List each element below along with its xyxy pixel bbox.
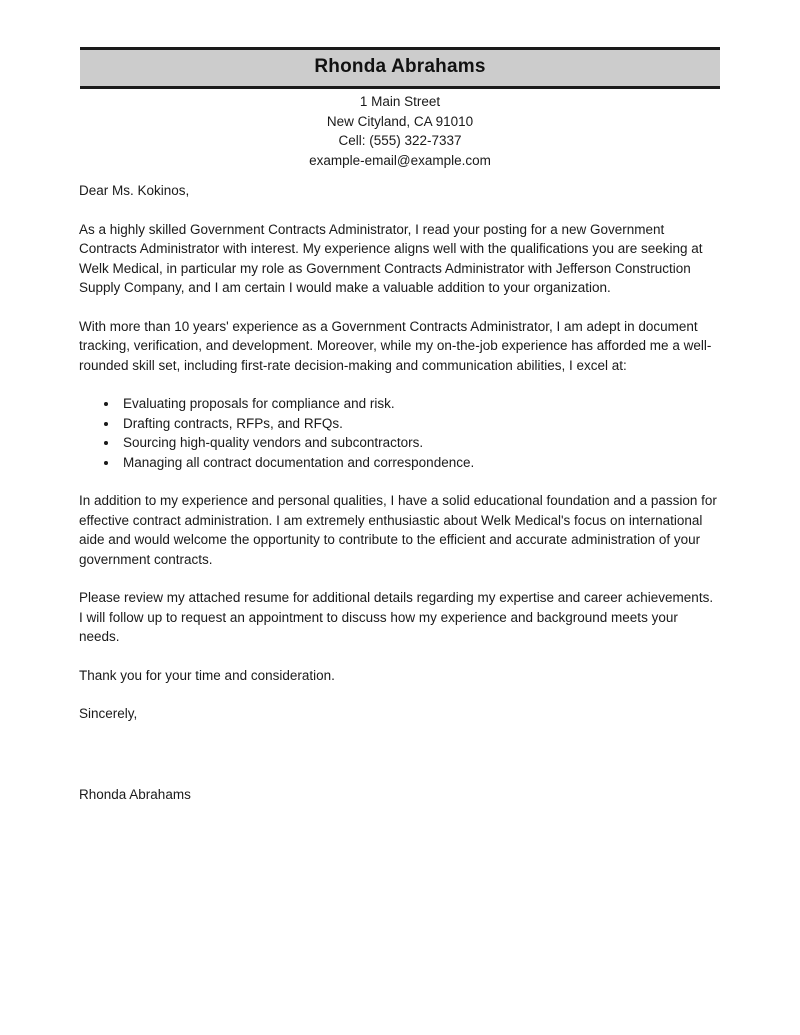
list-item: [79, 394, 720, 414]
bullet-icon: [104, 441, 108, 445]
list-item-label: Evaluating proposals for compliance and risk.: [123, 396, 395, 411]
body-paragraph-4: Please review my attached resume for additional details regarding my expertise and career achievements. I will follow up to request an appointment to discuss how my experience and background meets your needs.: [79, 590, 714, 644]
list-item: [79, 414, 720, 434]
contact-city-state-zip: New Cityland, CA 91010: [326, 113, 474, 129]
list-item-label: Drafting contracts, RFPs, and RFQs.: [123, 415, 343, 431]
salutation: Dear Ms. Kokinos,: [79, 183, 190, 198]
list-item-label: Sourcing high-quality vendors and subcontractors.: [123, 435, 424, 450]
signature-name: Rhonda Abrahams: [79, 786, 191, 802]
signature-space: [79, 743, 720, 785]
header-name-band: [80, 47, 720, 89]
contact-phone: Cell: (555) 322-7337: [338, 133, 462, 149]
letter-body: [79, 181, 720, 804]
skills-list: [79, 394, 720, 472]
thank-you-paragraph: Thank you for your time and consideration.: [79, 667, 335, 683]
page-title: Rhonda Abrahams: [314, 56, 486, 77]
body-paragraph-1: As a highly skilled Government Contracts Administrator, I read your posting for a new Government Contracts Administrator with interest. My experience aligns well with the qualifications you are seeking at Welk Medical, in particular my role as Government Contracts Administrator with Jefferson Construction Supply Company, and I am certain I would make a valuable addition to your organization.: [79, 221, 703, 295]
closing-salutation: Sincerely,: [79, 706, 138, 721]
list-item: [79, 433, 720, 453]
contact-email: example-email@example.com: [309, 152, 491, 168]
list-item: [79, 453, 720, 473]
contact-block: [80, 92, 720, 170]
body-paragraph-3: In addition to my experience and personal qualities, I have a solid educational foundation and a passion for effective contract administration. I am extremely enthusiastic about Welk Medical's focus on international aide and would welcome the opportunity to contribute to the efficient and accurate administration of your government contracts.: [79, 493, 717, 567]
bullet-icon: [104, 422, 108, 426]
bullet-icon: [104, 461, 108, 465]
list-item-label: Managing all contract documentation and correspondence.: [123, 454, 475, 470]
contact-street: 1 Main Street: [359, 94, 441, 109]
body-paragraph-2: With more than 10 years' experience as a Government Contracts Administrator, I am adept in document tracking, verification, and development. Moreover, while my on-the-job experience has afforded me a well-rounded skill set, including first-rate decision-making and communication abilities, I excel at:: [79, 318, 712, 373]
bullet-icon: [104, 402, 108, 406]
